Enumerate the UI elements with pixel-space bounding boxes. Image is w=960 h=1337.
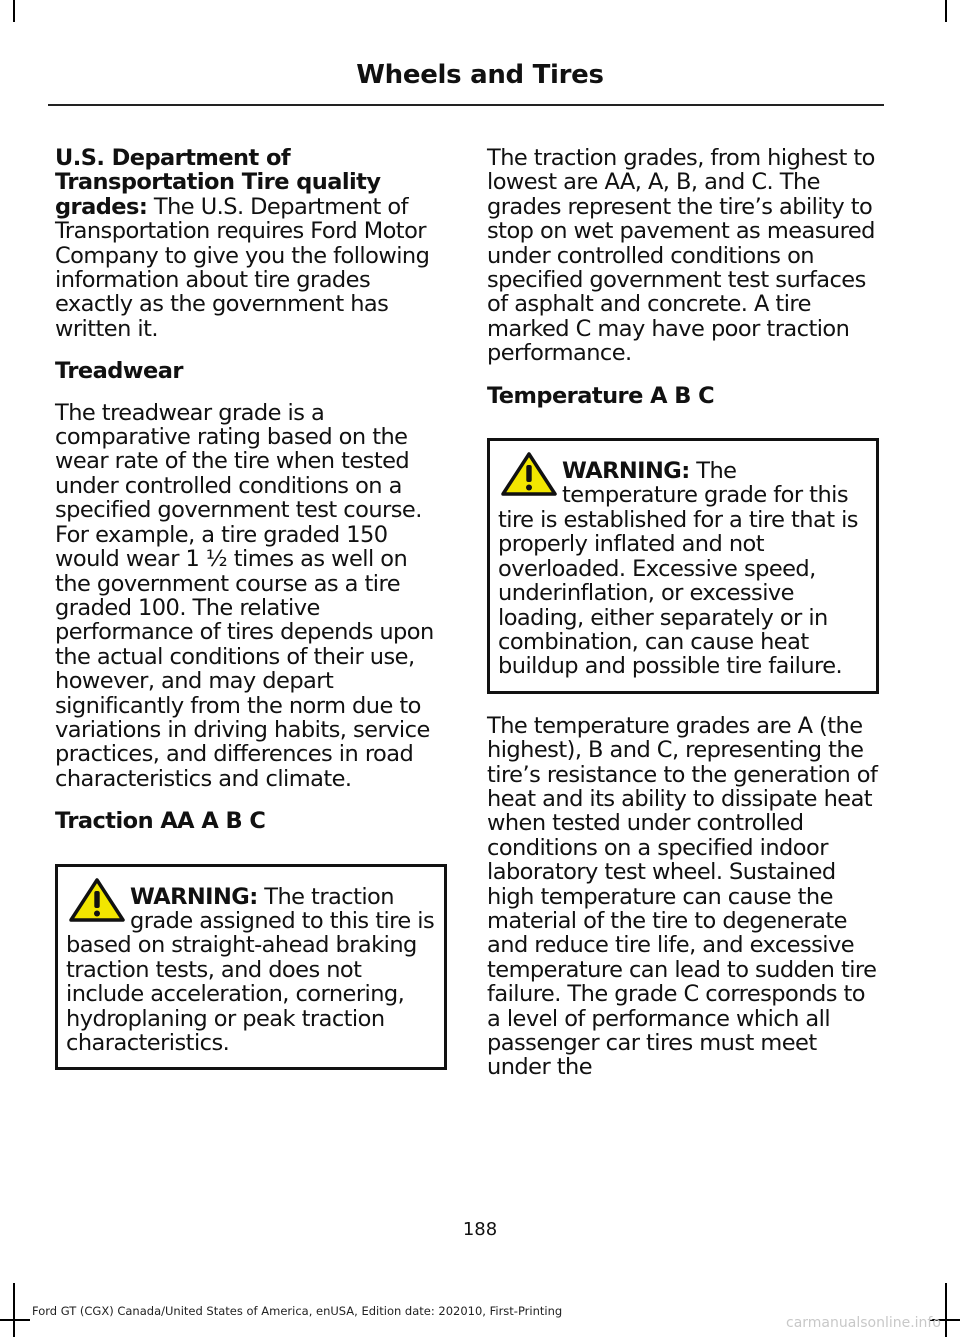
intro-heading: U.S. Department of Transportation Tire quality grades: [55, 145, 381, 220]
page-title: Wheels and Tires [356, 60, 604, 90]
right-column [487, 146, 879, 1098]
treadwear-paragraph: The treadwear grade is a comparative rating based on the wear rate of the tire when tested under controlled conditions on a specified government test course. For example, a tire graded 150 would wear 1 ½ times as well on the government course as a tire graded 100. The relative performance of tires depends upon the actual conditions of their use, however, and may depart significantly from the norm due to variations in driving habits, service practices, and differences in road characteristics and climate. [55, 399, 434, 792]
crop-mark-top-left [13, 0, 15, 22]
temperature-warning-box [487, 438, 879, 694]
watermark: carmanualsonline.info [786, 1315, 941, 1331]
traction-grades-paragraph: The traction grades, from highest to lowest are AA, A, B, and C. The grades represent the tire’s ability to stop on wet pavement as measured under controlled conditions on specified government test surfaces of asphalt and concrete. A tire marked C may have poor traction performance. [487, 145, 875, 367]
warning-label: WARNING: [130, 883, 258, 910]
crop-mark-top-right [945, 0, 947, 22]
traction-warning-box [55, 864, 447, 1071]
crop-mark-bottom-left-h [0, 1319, 30, 1321]
traction-warning-body: The traction grade assigned to this tire is based on straight-ahead braking traction tests, and does not include acceleration, cornering, hydroplaning or peak traction characteristics. [66, 883, 435, 1056]
warning-triangle-icon [500, 451, 558, 497]
edition-info: Ford GT (CGX) Canada/United States of America, enUSA, Edition date: 202010, First-Printing [32, 1304, 563, 1318]
intro-text: The U.S. Department of Transportation requires Ford Motor Company to give you the following information about tire grades exactly as the government has written it. [55, 193, 430, 342]
treadwear-heading: Treadwear [55, 358, 183, 385]
temperature-heading: Temperature A B C [487, 382, 715, 409]
temperature-warning-body: The temperature grade for this tire is established for a tire that is properly inflated and not overloaded. Excessive speed, underinflation, or excessive loading, either separately or in combination, can cause heat buildup and possible tire failure. [498, 458, 858, 680]
warning-label: WARNING: [562, 458, 690, 485]
intro-paragraph [55, 146, 447, 341]
header-divider [48, 104, 884, 106]
page-number: 188 [462, 1219, 498, 1240]
warning-triangle-icon [68, 877, 126, 923]
crop-mark-bottom-left-v [13, 1283, 15, 1337]
crop-mark-bottom-right-v [945, 1283, 947, 1337]
temperature-grades-paragraph: The temperature grades are A (the highest), B and C, representing the tire’s resistance to the generation of heat and its ability to dissipate heat when tested under controlled conditions on a specified indoor laboratory test wheel. Sustained high temperature can cause the material of the tire to degenerate and reduce tire life, and excessive temperature can lead to sudden tire failure. The grade C corresponds to a level of performance which all passenger car tires must meet under the [487, 712, 878, 1081]
left-column [55, 146, 447, 1090]
traction-heading: Traction AA A B C [55, 808, 266, 835]
